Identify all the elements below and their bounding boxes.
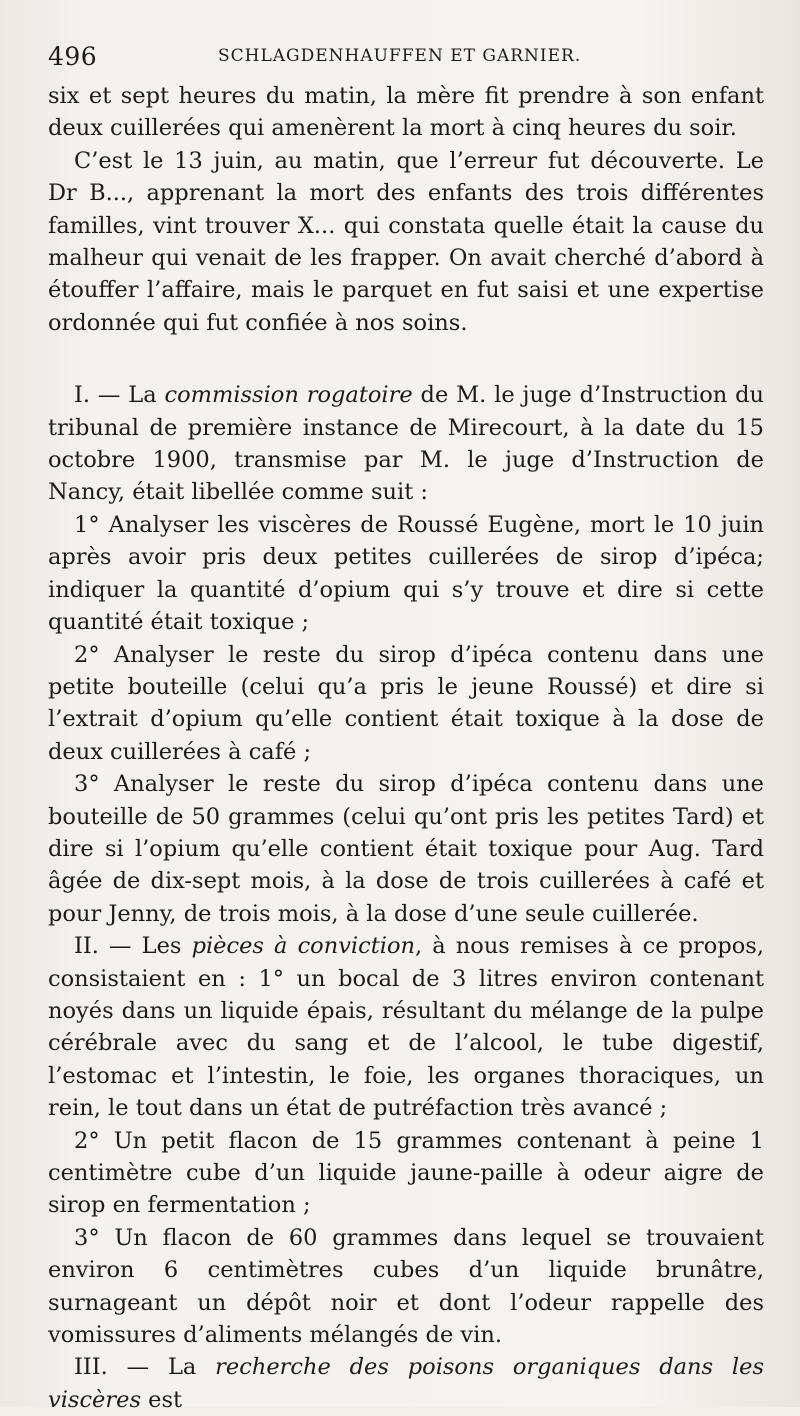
section-3-lead: III. — La (74, 1354, 216, 1381)
paragraph-item-3: 3° Analyser le reste du sirop d’ipéca contenu dans une bouteille de 50 grammes (celui qu’ont pris les petites Tard) et dire si l’opium qu’elle contient était toxique pour Aug. Tard âgée de dix-sept mois, à la dose de trois cuillerées à café et pour Jenny, de trois mois, à la dose d’une seule cuillerée. (48, 771, 764, 927)
section-3-rest: est (141, 1386, 183, 1413)
paragraph-item-1: 1° Analyser les viscères de Roussé Eugène, mort le 10 juin après avoir pris deux petites cuillerées de sirop d’ipéca; indiquer la quantité d’opium qui s’y trouve et dire si cette quantité était toxique ; (48, 511, 764, 636)
paragraph-section-1 (48, 379, 764, 509)
section-2-italic: pièces à conviction (191, 933, 415, 960)
section-2-lead: II. — Les (74, 933, 192, 960)
section-1-lead: I. — La (74, 382, 165, 409)
page-header (48, 40, 760, 74)
section-1-rest: de M. le juge d’Instruction du tribunal de première instance de Mirecourt, à la date du 15 octobre 1900, transmise par M. le juge d’Instruction de Nancy, était libellée comme suit : (48, 382, 765, 506)
paragraph-section-2 (48, 930, 764, 1124)
running-head: SCHLAGDENHAUFFEN ET GARNIER. (218, 46, 582, 66)
paragraph-item-2: 2° Analyser le reste du sirop d’ipéca contenu dans une petite bouteille (celui qu’a pris le jeune Roussé) et dire si l’extrait d’opium qu’elle contient était toxique à la dose de deux cuillerées à café ; (48, 641, 764, 765)
paragraph-flask-60g: 3° Un flacon de 60 grammes dans lequel se trouvaient environ 6 centimètres cubes d’un liquide brunâtre, surnageant un dépôt noir et dont l’odeur rappelle des vomissures d’aliments mélangés de vin. (48, 1224, 764, 1349)
paragraph-discovery: C’est le 13 juin, au matin, que l’erreur fut découverte. Le Dr B..., apprenant la mort des enfants des trois différentes familles, vint trouver X... qui constata quelle était la cause du malheur qui venait de les frapper. On avait cherché d’abord à étouffer l’affaire, mais le parquet en fut saisi et une expertise ordonnée qui fut confiée à nos soins. (48, 147, 764, 336)
paragraph-continuation: six et sept heures du matin, la mère fit prendre à son enfant deux cuillerées qui amenèrent la mort à cinq heures du soir. (48, 83, 764, 142)
section-2-rest: , à nous remises à ce propos, consistaient en : 1° un bocal de 3 litres environ contenant noyés dans un liquide épais, résultant du mélange de la pulpe cérébrale avec du sang et de l’alcool, le tube digestif, l’estomac et l’intestin, le foie, les organes thoraciques, un rein, le tout dans un état de putréfaction très avancé ; (48, 933, 764, 1122)
paragraph-flask-15g: 2° Un petit flacon de 15 grammes contenant à peine 1 centimètre cube d’un liquide jaune-paille à odeur aigre de sirop en fermentation ; (48, 1127, 764, 1219)
body-text (48, 80, 764, 1416)
paragraph-section-3 (48, 1351, 764, 1416)
page-number: 496 (48, 42, 98, 71)
section-1-italic: commission rogatoire (164, 382, 413, 409)
section-3-italic: recherche des poisons organiques dans les viscères (48, 1354, 764, 1413)
section-spacer (48, 339, 764, 379)
